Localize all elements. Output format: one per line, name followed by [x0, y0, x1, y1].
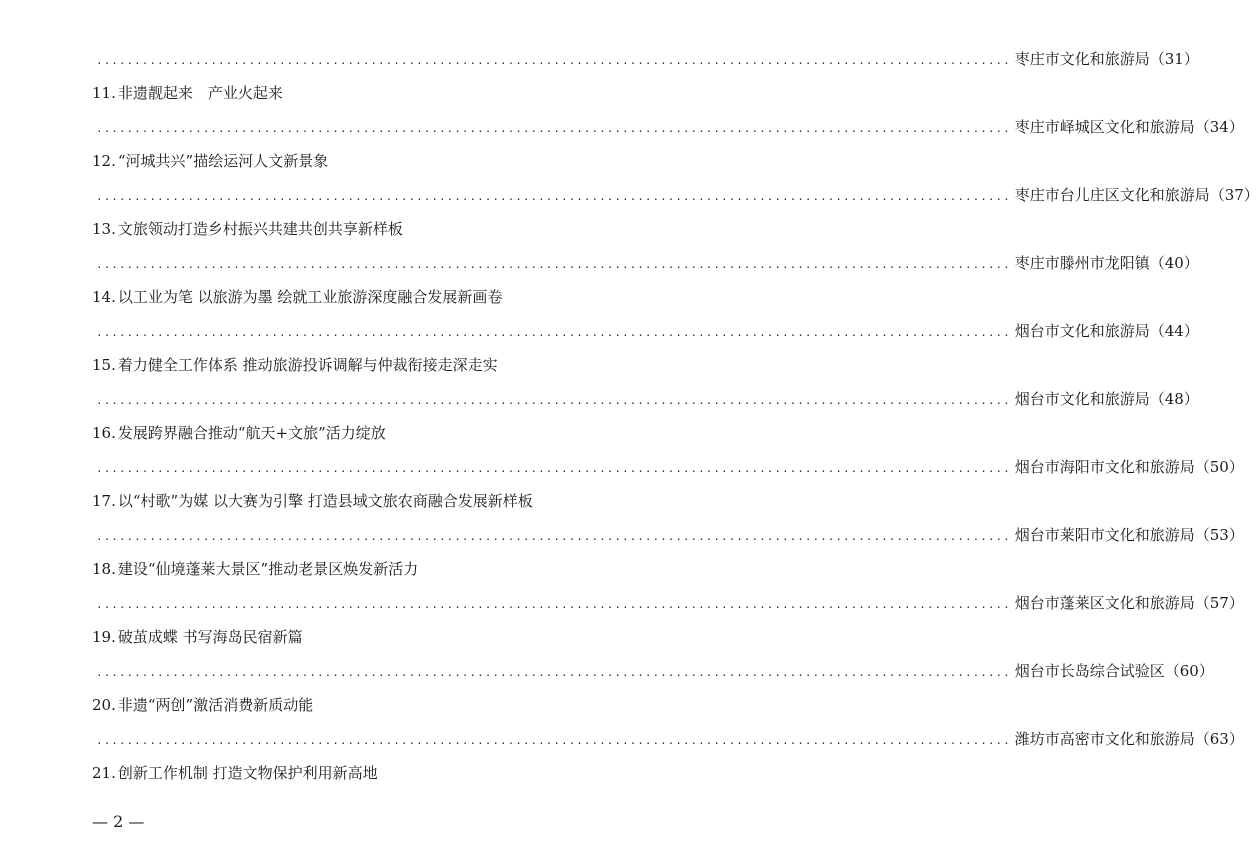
toc-entry-page: （34）: [1194, 118, 1244, 136]
dot-leader: ........................................................................................................................: [96, 122, 1011, 135]
toc-entry-leader-line: [92, 178, 1259, 212]
toc-entry-leader-line: [92, 518, 1244, 552]
toc-entry: [92, 688, 1244, 756]
toc-entry: [92, 280, 1199, 348]
toc-entry: [92, 416, 1244, 484]
toc-entry-page: （31）: [1149, 50, 1199, 68]
toc-entry: [92, 552, 1244, 620]
toc-entry: [92, 212, 1199, 280]
page-number: — 2 —: [92, 812, 145, 831]
toc-entry-title-line: [92, 76, 608, 110]
toc-entry-leader-line: [92, 42, 1199, 76]
toc-entry-organization: 烟台市蓬莱区文化和旅游局: [1014, 594, 1195, 612]
toc-entry-number: 19.: [92, 628, 116, 646]
toc-entry-title-line: [92, 756, 608, 790]
toc-entry-organization: 枣庄市峄城区文化和旅游局: [1014, 118, 1195, 136]
toc-entry-title: 发展跨界融合推动“航天+文旅”活力绽放: [117, 424, 386, 442]
dot-leader: ........................................................................................................................: [96, 598, 1011, 611]
toc-entry-title-line: [92, 552, 608, 586]
toc-entry-number: 21.: [92, 764, 116, 782]
toc-entry-title: 着力健全工作体系 推动旅游投诉调解与仲裁衔接走深走实: [117, 356, 498, 374]
toc-entry-title: 破茧成蝶 书写海岛民宿新篇: [117, 628, 303, 646]
toc-entry-title-line: [92, 348, 608, 382]
toc-entry-page: （44）: [1149, 322, 1199, 340]
toc-entry-title: 创新工作机制 打造文物保护利用新高地: [117, 764, 378, 782]
toc-entry-page: （50）: [1194, 458, 1244, 476]
toc-entry-organization: 潍坊市高密市文化和旅游局: [1014, 730, 1195, 748]
toc-entry-number: 11.: [92, 84, 116, 102]
toc-entry-page: （48）: [1149, 390, 1199, 408]
toc-entry: [92, 348, 1199, 416]
toc-entry-number: 18.: [92, 560, 116, 578]
dot-leader: ........................................................................................................................: [96, 258, 1011, 271]
toc-entry-organization: 枣庄市滕州市龙阳镇: [1014, 254, 1150, 272]
toc-entry-organization: 烟台市文化和旅游局: [1014, 322, 1150, 340]
toc-entry-title-line: [92, 144, 608, 178]
toc-entry-page: （40）: [1149, 254, 1199, 272]
dot-leader: ........................................................................................................................: [96, 530, 1011, 543]
toc-entry-title: 建设“仙境蓬莱大景区”推动老景区焕发新活力: [117, 560, 419, 578]
toc-entry: [92, 756, 608, 790]
dot-leader: ........................................................................................................................: [96, 666, 1011, 679]
toc-entry-organization: 枣庄市台儿庄区文化和旅游局: [1014, 186, 1210, 204]
toc-entry-title: 以工业为笔 以旅游为墨 绘就工业旅游深度融合发展新画卷: [117, 288, 503, 306]
toc-entry-leader-line: [92, 314, 1199, 348]
toc-entry: [92, 144, 1259, 212]
toc-entry-number: 20.: [92, 696, 116, 714]
toc-entry-title: “河城共兴”描绘运河人文新景象: [117, 152, 329, 170]
toc-entry-title: 非遗靓起来 产业火起来: [117, 84, 283, 102]
toc-entry-number: 16.: [92, 424, 116, 442]
toc-entry-title-line: [92, 416, 608, 450]
toc-entry: [92, 42, 1199, 76]
toc-entry-number: 12.: [92, 152, 116, 170]
dot-leader: ........................................................................................................................: [96, 394, 1011, 407]
toc-entry-organization: 烟台市文化和旅游局: [1014, 390, 1150, 408]
toc-entry: [92, 620, 1214, 688]
toc-entry-leader-line: [92, 382, 1199, 416]
toc-entry-organization: 烟台市海阳市文化和旅游局: [1014, 458, 1195, 476]
dot-leader: ........................................................................................................................: [96, 326, 1011, 339]
toc-entry-organization: 枣庄市文化和旅游局: [1014, 50, 1150, 68]
toc-entry-title: 非遗“两创”激活消费新质动能: [117, 696, 314, 714]
toc-entry-page: （57）: [1194, 594, 1244, 612]
toc-entry-title-line: [92, 280, 608, 314]
toc-entry-leader-line: [92, 450, 1244, 484]
toc-entry-title-line: [92, 484, 608, 518]
toc-entry-number: 13.: [92, 220, 116, 238]
toc-entry-organization: 烟台市长岛综合试验区: [1014, 662, 1165, 680]
toc-entry-leader-line: [92, 654, 1214, 688]
toc-entry-title-line: [92, 688, 608, 722]
toc-entry-page: （60）: [1164, 662, 1214, 680]
toc-entry-organization: 烟台市莱阳市文化和旅游局: [1014, 526, 1195, 544]
toc-entry-page: （63）: [1194, 730, 1244, 748]
toc-entry: [92, 76, 1244, 144]
toc-entry-number: 14.: [92, 288, 116, 306]
toc-entry-number: 15.: [92, 356, 116, 374]
toc-entry-page: （53）: [1194, 526, 1244, 544]
toc-entry-title: 以“村歌”为媒 以大赛为引擎 打造县域文旅农商融合发展新样板: [117, 492, 533, 510]
dot-leader: ........................................................................................................................: [96, 462, 1011, 475]
dot-leader: ........................................................................................................................: [96, 734, 1011, 747]
toc-entry-number: 17.: [92, 492, 116, 510]
dot-leader: ........................................................................................................................: [96, 190, 1011, 203]
toc-entry-title: 文旅领动打造乡村振兴共建共创共享新样板: [117, 220, 403, 238]
toc-entry-leader-line: [92, 586, 1244, 620]
toc-entry-leader-line: [92, 110, 1244, 144]
dot-leader: ........................................................................................................................: [96, 54, 1011, 67]
toc-entry-page: （37）: [1209, 186, 1259, 204]
toc-entry: [92, 484, 1244, 552]
toc-entry-leader-line: [92, 722, 1244, 756]
table-of-contents: [92, 42, 1259, 790]
toc-entry-title-line: [92, 620, 608, 654]
toc-entry-title-line: [92, 212, 608, 246]
toc-entry-leader-line: [92, 246, 1199, 280]
